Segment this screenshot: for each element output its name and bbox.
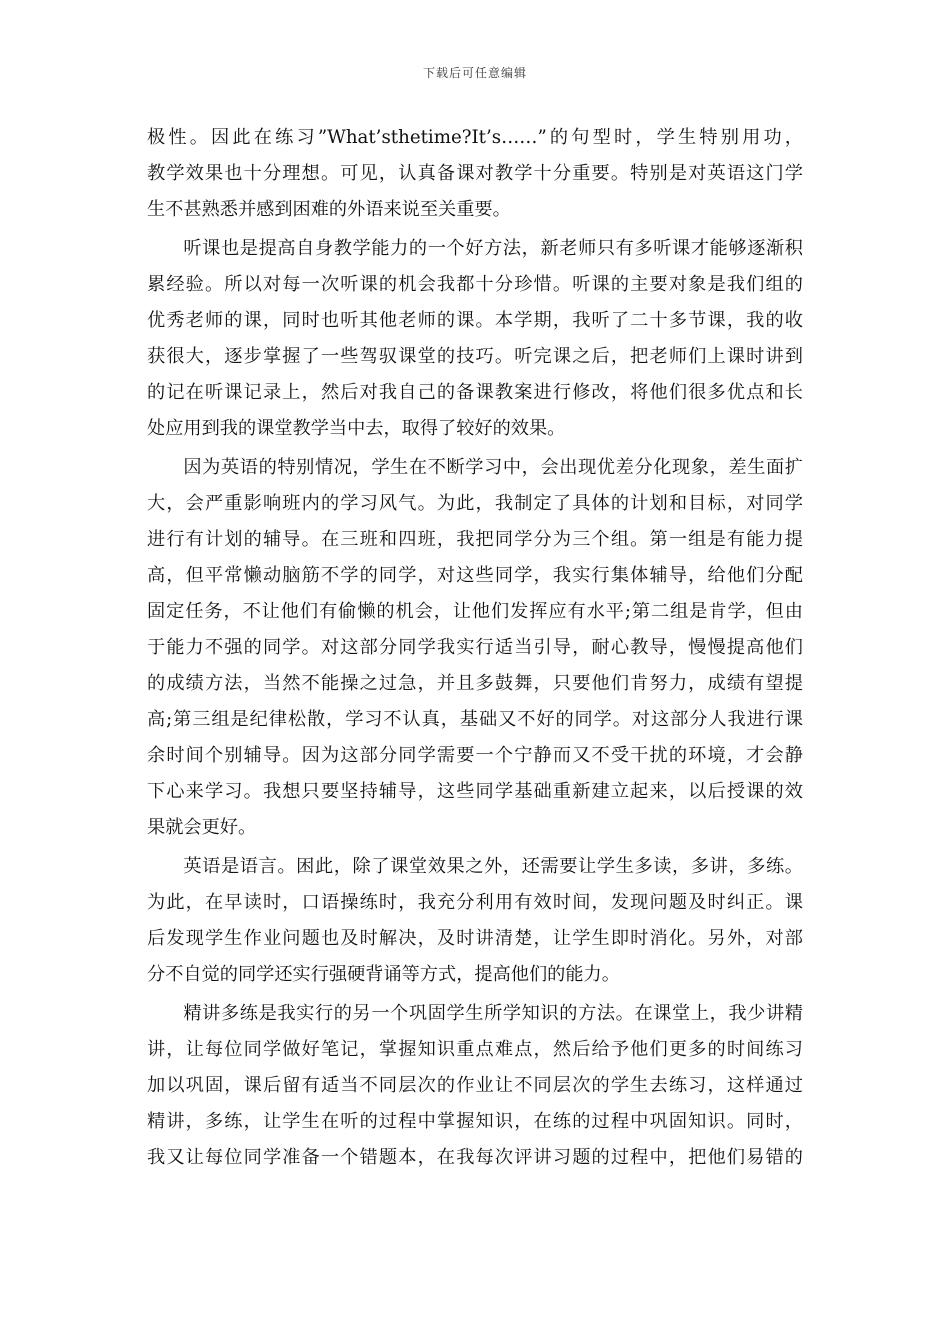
text-line: 高;第三组是纪律松散，学习不认真，基础又不好的同学。对这部分人我进行课: [147, 709, 803, 730]
text-line: 为此，在早读时，口语操练时，我充分利用有效时间，发现问题及时纠正。课: [147, 892, 803, 913]
text-line: 的记在听课记录上，然后对我自己的备课教案进行修改，将他们很多优点和长: [147, 382, 803, 403]
text-line: 极性。因此在练习”What’sthetime?It’s……”的句型时，学生特别用功，: [147, 127, 803, 148]
text-line: 分不自觉的同学还实行强硬背诵等方式，提高他们的能力。: [147, 964, 620, 985]
paragraph-5: [147, 996, 803, 1176]
text-line: 因为英语的特别情况，学生在不断学习中，会出现优差分化现象，差生面扩: [183, 457, 803, 478]
text-line: 进行有计划的辅导。在三班和四班，我把同学分为三个组。第一组是有能力提: [147, 529, 803, 550]
text-line: 讲，让每位同学做好笔记，掌握知识重点难点，然后给予他们更多的时间练习: [147, 1039, 803, 1060]
paragraph-4: [147, 849, 803, 993]
text-line: 高，但平常懒动脑筋不学的同学，对这些同学，我实行集体辅导，给他们分配: [147, 565, 803, 586]
text-line: 于能力不强的同学。对这部分同学我实行适当引导，耐心教导，慢慢提高他们: [147, 637, 803, 658]
text-line: 固定任务，不让他们有偷懒的机会，让他们发挥应有水平;第二组是肯学，但由: [147, 601, 803, 622]
text-line: 处应用到我的课堂教学当中去，取得了较好的效果。: [147, 418, 566, 439]
text-line: 后发现学生作业问题也及时解决，及时讲清楚，让学生即时消化。另外，对部: [147, 928, 803, 949]
text-line: 获很大，逐步掌握了一些驾驭课堂的技巧。听完课之后，把老师们上课时讲到: [147, 346, 803, 367]
text-line: 生不甚熟悉并感到困难的外语来说至关重要。: [147, 199, 511, 220]
text-line: 果就会更好。: [147, 817, 257, 838]
text-line: 加以巩固，课后留有适当不同层次的作业让不同层次的学生去练习，这样通过: [147, 1075, 803, 1096]
page-header: 下载后可任意编辑: [422, 66, 527, 80]
text-line: 累经验。所以对每一次听课的机会我都十分珍惜。听课的主要对象是我们组的: [147, 274, 803, 295]
document-body: [147, 120, 803, 1179]
text-line: 英语是语言。困此，除了课堂效果之外，还需要让学生多读，多讲，多练。: [183, 856, 803, 877]
paragraph-2: [147, 231, 803, 447]
text-line: 听课也是提高自身教学能力的一个好方法，新老师只有多听课才能够逐渐积: [183, 238, 803, 259]
text-line: 余时间个别辅导。因为这部分同学需要一个宁静而又不受干扰的环境，才会静: [147, 745, 803, 766]
text-line: 教学效果也十分理想。可见，认真备课对教学十分重要。特别是对英语这门学: [147, 163, 803, 184]
paragraph-1: [147, 120, 803, 228]
paragraph-3: [147, 450, 803, 846]
text-line: 精讲多练是我实行的另一个巩固学生所学知识的方法。在课堂上，我少讲精: [183, 1003, 803, 1024]
text-line: 精讲，多练，让学生在听的过程中掌握知识，在练的过程中巩固知识。同时，: [147, 1111, 803, 1132]
text-line: 我又让每位同学准备一个错题本，在我每次评讲习题的过程中，把他们易错的: [147, 1147, 803, 1168]
text-line: 的成绩方法，当然不能操之过急，并且多鼓舞，只要他们肯努力，成绩有望提: [147, 673, 803, 694]
text-line: 优秀老师的课，同时也听其他老师的课。本学期，我听了二十多节课，我的收: [147, 310, 803, 331]
text-line: 大，会严重影响班内的学习风气。为此，我制定了具体的计划和目标，对同学: [147, 493, 803, 514]
text-line: 下心来学习。我想只要坚持辅导，这些同学基础重新建立起来，以后授课的效: [147, 781, 803, 802]
